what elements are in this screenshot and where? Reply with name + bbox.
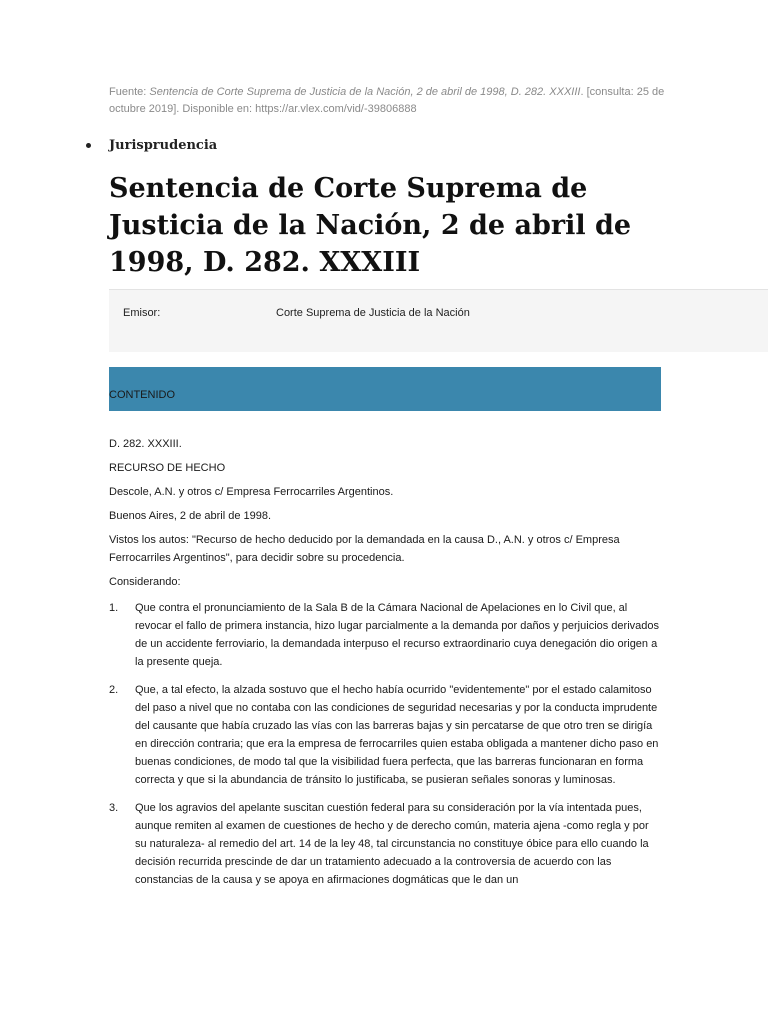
source-title: Sentencia de Corte Suprema de Justicia de la Nación, 2 de abril de 1998, D. 282. XXXIII: [149, 86, 581, 98]
content-section-header: [109, 367, 661, 411]
case-date: Buenos Aires, 2 de abril de 1998.: [109, 510, 272, 522]
case-preamble: Vistos los autos: "Recurso de hecho deducido por la demandada en la causa D., A.N. y otros c/ Empresa Ferrocarriles Argentinos", para decidir sobre su procedencia.: [109, 534, 620, 564]
considerando-list: [109, 599, 661, 889]
issuer-value: Corte Suprema de Justicia de la Nación: [276, 307, 470, 319]
issuer-label: Emisor:: [123, 307, 161, 319]
list-item-text: Que contra el pronunciamiento de la Sala B de la Cámara Nacional de Apelaciones en lo Civil que, al revocar el fallo de primera instancia, hizo lugar parcialmente a la demanda por daños y perjuicios derivados de un accidente ferroviario, la demandada interpuso el recurso extraordinario cuya denegación dio origen a la presente queja.: [135, 602, 660, 668]
list-item: [109, 799, 661, 889]
document-body: [109, 435, 661, 899]
source-suffix: . [consulta: 25 de octubre 2019]. Disponible en: https://ar.vlex.com/vid/-39806888: [109, 86, 665, 115]
list-item: [109, 681, 661, 789]
category-list-item: [86, 138, 217, 153]
bullet-icon: [86, 143, 91, 148]
list-item-number: 3.: [109, 802, 119, 814]
page-title: Sentencia de Corte Suprema de Justicia de la Nación, 2 de abril de 1998, D. 282. XXXIII: [109, 173, 632, 278]
category-label: Jurisprudencia: [109, 138, 218, 153]
list-item-text: Que los agravios del apelante suscitan cuestión federal para su consideración por la vía intentada pues, aunque remiten al examen de cuestiones de hecho y de derecho común, materia ajena -como regla y por su naturaleza- al remedio del art. 14 de la ley 48, tal circunstancia no constituye óbice para ello cuando la decisión recurrida prescinde de dar un tratamiento adecuado a la controversia de acuerdo con las constancias de la causa y se apoya en afirmaciones dogmáticas que le dan un: [135, 802, 649, 886]
list-item: [109, 599, 661, 671]
case-number: D. 282. XXXIII.: [109, 438, 182, 450]
issuer-box: [109, 289, 768, 352]
list-item-number: 2.: [109, 684, 119, 696]
considerando-heading: Considerando:: [109, 576, 181, 588]
source-citation: [109, 84, 669, 118]
list-item-number: 1.: [109, 602, 119, 614]
list-item-text: Que, a tal efecto, la alzada sostuvo que el hecho había ocurrido "evidentemente" por el estado calamitoso del paso a nivel que no contaba con las condiciones de seguridad necesarias y por la conducta imprudente del causante que había cruzado las vías con las barreras bajas y sin percatarse de que otro tren se dirigía en dirección contraria; que era la empresa de ferrocarriles quien estaba obligada a mantener dicho paso en buenas condiciones, de modo tal que la visibilidad fuera perfecta, que las barreras funcionaran en forma correcta y que si la abundancia de tránsito lo justificaba, se pusieran señales sonoras y luminosas.: [135, 684, 659, 786]
source-prefix: Fuente:: [109, 86, 150, 98]
case-type: RECURSO DE HECHO: [109, 462, 226, 474]
case-parties: Descole, A.N. y otros c/ Empresa Ferrocarriles Argentinos.: [109, 486, 394, 498]
section-label: CONTENIDO: [109, 389, 175, 401]
